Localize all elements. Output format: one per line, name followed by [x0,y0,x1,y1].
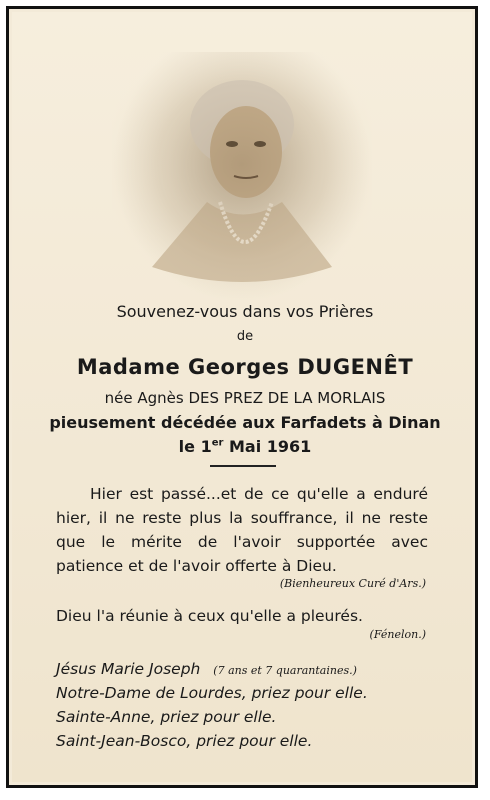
portrait-image [112,52,372,302]
quote-cure-ars: Hier est passé...et de ce qu'elle a enduré hier, il ne reste plus la souffrance, il ne reste que le mérite de l'avoir supportée avec patience et de l'avoir offerte à Dieu. [56,485,428,575]
remember-heading: Souvenez-vous dans vos Prières [116,302,374,321]
invocation-holy-family-text: Jésus Marie Joseph [56,660,201,678]
death-date [0,437,490,456]
maiden-name: née Agnès DES PREZ DE LA MORLAIS [104,389,386,407]
deceased-name: Madame Georges DUGENÊT [76,355,414,379]
invocation-saint-jean-bosco: Saint-Jean-Bosco, priez pour elle. [56,732,313,750]
invocation-holy-family [56,660,357,678]
quote-fenelon: Dieu l'a réunie à ceux qu'elle a pleurés. [56,607,363,625]
invocation-lourdes: Notre-Dame de Lourdes, priez pour elle. [56,684,368,702]
de-line: de [236,329,254,344]
citation-fenelon: (Fénelon.) [369,628,426,641]
date-suffix: Mai 1961 [223,437,312,456]
death-place: pieusement décédée aux Farfadets à Dinan [49,413,441,432]
indulgence-note: (7 ans et 7 quarantaines.) [213,664,357,677]
citation-cure-ars: (Bienheureux Curé d'Ars.) [279,577,426,590]
portrait-photo [112,52,372,302]
invocation-sainte-anne: Sainte-Anne, priez pour elle. [56,708,277,726]
divider-rule [210,465,276,467]
date-prefix: le 1 [178,437,212,456]
date-sup: er [211,437,224,449]
